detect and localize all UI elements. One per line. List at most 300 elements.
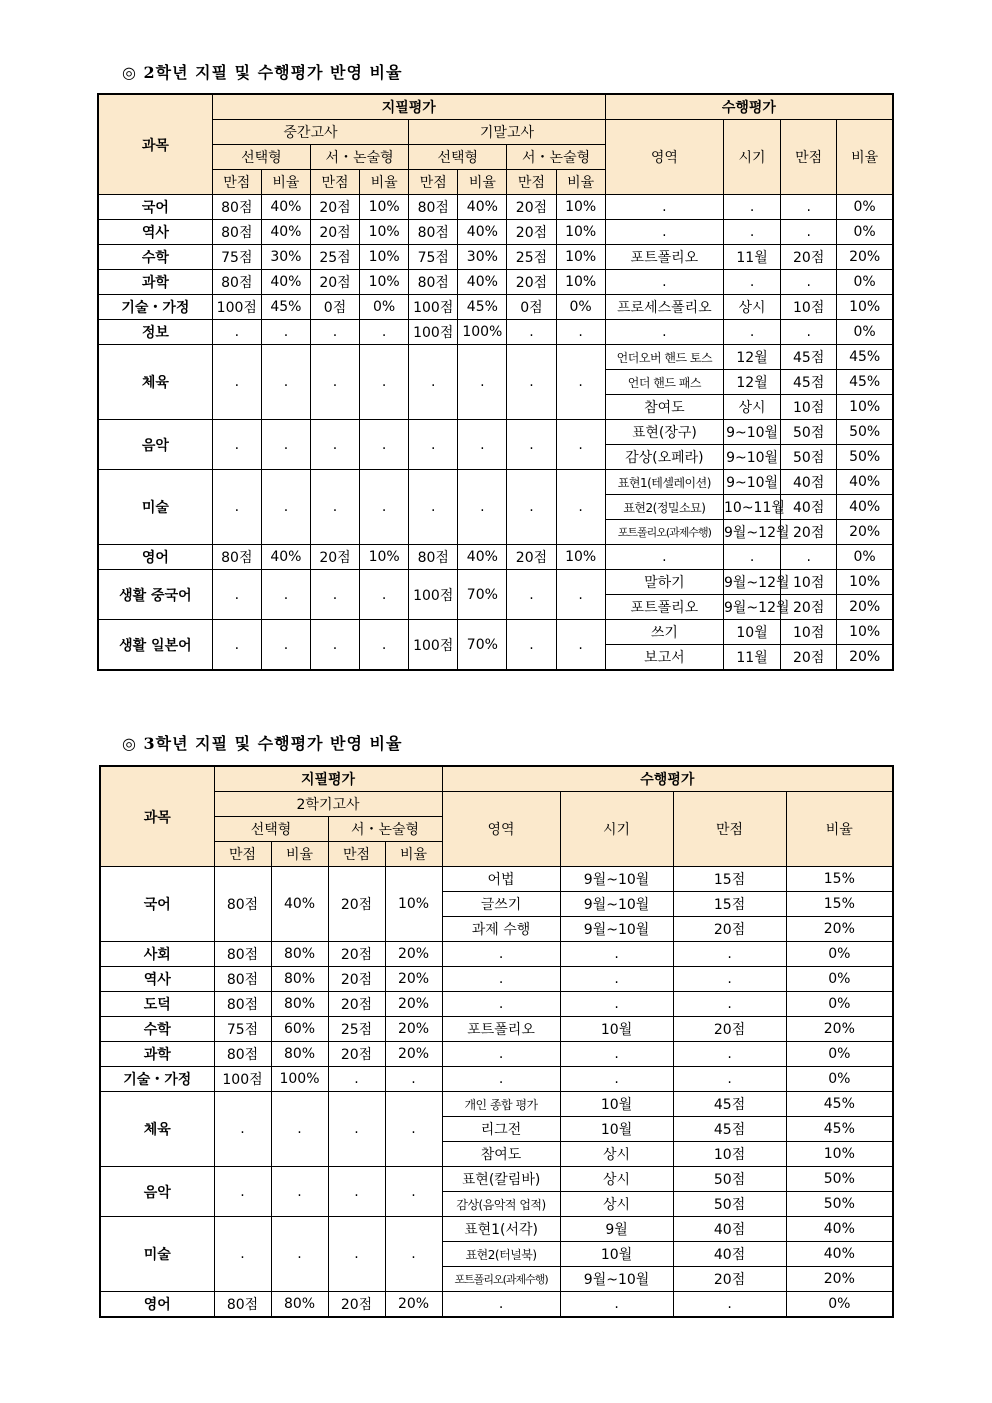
written-score-cell: 0점 (310, 295, 359, 320)
perf-full-score-cell: 50점 (781, 445, 837, 470)
perf-ratio-cell: 0% (786, 967, 893, 992)
perf-full-score-cell: 40점 (673, 1217, 786, 1242)
written-score-cell: 20점 (310, 270, 359, 295)
written-score-cell: 20점 (328, 992, 385, 1017)
perf-area-cell: 글쓰기 (442, 892, 560, 917)
perf-ratio-cell: 10% (837, 395, 893, 420)
written-score-cell: 60% (271, 1017, 328, 1042)
subject-cell: 역사 (100, 967, 214, 992)
subject-cell: 국어 (100, 867, 214, 942)
perf-ratio-cell: 40% (786, 1217, 893, 1242)
written-score-cell: 75점 (212, 245, 261, 270)
written-score-cell: 40% (458, 220, 507, 245)
perf-time-cell: 10월 (724, 620, 781, 645)
written-score-cell: 75점 (409, 245, 458, 270)
written-score-cell: 20점 (328, 867, 385, 942)
perf-area-cell: 포트폴리오(과제수행) (605, 520, 723, 545)
perf-area-cell: 참여도 (442, 1142, 560, 1167)
written-score-cell: 20점 (328, 967, 385, 992)
header-full-score: 만점 (214, 842, 271, 867)
written-score-cell: 20점 (328, 942, 385, 967)
grade2-section-title: ◎ 2학년 지필 및 수행평가 반영 비율 (122, 63, 403, 82)
table-row (100, 1017, 893, 1042)
perf-time-cell: 9월~12월 (724, 520, 781, 545)
perf-ratio-cell: 50% (837, 445, 893, 470)
perf-ratio-cell: 0% (837, 320, 893, 345)
table-row (100, 1092, 893, 1117)
written-score-cell: . (556, 420, 605, 470)
header-full-score: 만점 (673, 792, 786, 867)
perf-full-score-cell: 10점 (781, 295, 837, 320)
header-semester-exam: 2학기고사 (214, 792, 442, 817)
written-score-cell: . (310, 620, 359, 671)
perf-full-score-cell: 45점 (781, 345, 837, 370)
table-row (98, 220, 893, 245)
table-row (98, 195, 893, 220)
perf-time-cell: 10월 (560, 1092, 673, 1117)
perf-time-cell: . (560, 1292, 673, 1318)
written-score-cell: 40% (458, 545, 507, 570)
written-score-cell: . (310, 420, 359, 470)
perf-full-score-cell: 50점 (673, 1167, 786, 1192)
perf-area-cell: 표현2(터널북) (442, 1242, 560, 1267)
written-score-cell: . (310, 345, 359, 420)
perf-ratio-cell: 20% (837, 645, 893, 671)
written-score-cell: . (328, 1217, 385, 1292)
perf-full-score-cell: 40점 (673, 1242, 786, 1267)
header-written-exam: 지필평가 (212, 94, 605, 120)
written-score-cell: 30% (261, 245, 310, 270)
written-score-cell: 0% (556, 295, 605, 320)
written-score-cell: . (310, 320, 359, 345)
header-subject: 과목 (100, 766, 214, 867)
perf-time-cell: 9월~10월 (560, 892, 673, 917)
written-score-cell: 45% (458, 295, 507, 320)
written-score-cell: . (360, 420, 409, 470)
perf-area-cell: 포트폴리오(과제수행) (442, 1267, 560, 1292)
written-score-cell: 10% (556, 545, 605, 570)
perf-full-score-cell: 20점 (781, 520, 837, 545)
table-row (98, 245, 893, 270)
header-full-score: 만점 (409, 170, 458, 195)
perf-area-cell: 감상(오페라) (605, 445, 723, 470)
subject-cell: 수학 (100, 1017, 214, 1042)
header-ratio: 비율 (458, 170, 507, 195)
perf-area-cell: . (605, 545, 723, 570)
perf-full-score-cell: . (781, 320, 837, 345)
perf-ratio-cell: 0% (786, 1292, 893, 1318)
perf-ratio-cell: 10% (837, 620, 893, 645)
perf-area-cell: 감상(음악적 업적) (442, 1192, 560, 1217)
subject-cell: 생활 일본어 (98, 620, 212, 671)
written-score-cell: . (507, 620, 556, 671)
written-score-cell: 80점 (409, 270, 458, 295)
header-full-score: 만점 (212, 170, 261, 195)
written-score-cell: . (212, 570, 261, 620)
written-score-cell: . (310, 570, 359, 620)
perf-time-cell: . (560, 967, 673, 992)
written-score-cell: . (271, 1217, 328, 1292)
written-score-cell: . (409, 470, 458, 545)
table-row (100, 942, 893, 967)
perf-ratio-cell: 0% (837, 195, 893, 220)
perf-area-cell: 표현(칼림바) (442, 1167, 560, 1192)
header-essay: 서・논술형 (507, 145, 605, 170)
written-score-cell: 100점 (214, 1067, 271, 1092)
perf-full-score-cell: 45점 (673, 1117, 786, 1142)
perf-full-score-cell: 20점 (673, 1017, 786, 1042)
written-score-cell: . (556, 345, 605, 420)
header-ratio: 비율 (837, 120, 893, 195)
subject-cell: 정보 (98, 320, 212, 345)
perf-time-cell: . (724, 270, 781, 295)
grade3-section-title: ◎ 3학년 지필 및 수행평가 반영 비율 (122, 734, 403, 753)
written-score-cell: . (212, 470, 261, 545)
written-score-cell: 70% (458, 570, 507, 620)
written-score-cell: . (214, 1217, 271, 1292)
written-score-cell: 100점 (409, 295, 458, 320)
table-row (100, 1217, 893, 1242)
perf-ratio-cell: 20% (786, 1017, 893, 1042)
table-row (98, 470, 893, 495)
header-full-score: 만점 (781, 120, 837, 195)
subject-cell: 수학 (98, 245, 212, 270)
header-choice: 선택형 (409, 145, 507, 170)
written-score-cell: . (385, 1067, 442, 1092)
written-score-cell: . (212, 620, 261, 671)
perf-ratio-cell: 20% (786, 917, 893, 942)
written-score-cell: 20점 (507, 270, 556, 295)
written-score-cell: 45% (261, 295, 310, 320)
written-score-cell: . (385, 1092, 442, 1167)
perf-area-cell: 쓰기 (605, 620, 723, 645)
perf-time-cell: 상시 (560, 1142, 673, 1167)
written-score-cell: . (360, 470, 409, 545)
perf-area-cell: 표현(장구) (605, 420, 723, 445)
written-score-cell: 20점 (310, 545, 359, 570)
perf-area-cell: . (605, 195, 723, 220)
subject-cell: 과학 (98, 270, 212, 295)
perf-full-score-cell: 10점 (781, 395, 837, 420)
perf-time-cell: 11월 (724, 245, 781, 270)
written-score-cell: 80점 (214, 992, 271, 1017)
perf-time-cell: 10월 (560, 1242, 673, 1267)
perf-time-cell: 11월 (724, 645, 781, 671)
grade3-assessment-table (99, 765, 894, 1318)
written-score-cell: . (261, 620, 310, 671)
written-score-cell: . (271, 1092, 328, 1167)
perf-full-score-cell: 40점 (781, 495, 837, 520)
subject-cell: 역사 (98, 220, 212, 245)
written-score-cell: 80% (271, 942, 328, 967)
written-score-cell: 70% (458, 620, 507, 671)
written-score-cell: 80점 (212, 195, 261, 220)
perf-area-cell: . (442, 942, 560, 967)
written-score-cell: 0% (360, 295, 409, 320)
perf-area-cell: . (442, 1292, 560, 1318)
header-full-score: 만점 (507, 170, 556, 195)
written-score-cell: 20점 (507, 545, 556, 570)
subject-cell: 기술・가정 (98, 295, 212, 320)
perf-area-cell: 어법 (442, 867, 560, 892)
perf-area-cell: . (442, 967, 560, 992)
perf-area-cell: 표현2(정밀소묘) (605, 495, 723, 520)
table-row (100, 867, 893, 892)
written-score-cell: 80점 (409, 545, 458, 570)
perf-full-score-cell: . (781, 270, 837, 295)
written-score-cell: . (507, 420, 556, 470)
header-choice: 선택형 (212, 145, 310, 170)
perf-ratio-cell: 50% (837, 420, 893, 445)
written-score-cell: . (360, 345, 409, 420)
perf-area-cell: 포트폴리오 (605, 595, 723, 620)
perf-ratio-cell: 15% (786, 892, 893, 917)
perf-time-cell: . (560, 1042, 673, 1067)
written-score-cell: . (261, 570, 310, 620)
written-score-cell: 20% (385, 1017, 442, 1042)
perf-area-cell: 참여도 (605, 395, 723, 420)
subject-cell: 미술 (98, 470, 212, 545)
written-score-cell: 80점 (214, 1042, 271, 1067)
written-score-cell: . (507, 320, 556, 345)
perf-time-cell: 12월 (724, 370, 781, 395)
perf-full-score-cell: . (673, 992, 786, 1017)
perf-time-cell: 9월~10월 (560, 867, 673, 892)
written-score-cell: 10% (360, 270, 409, 295)
subject-cell: 영어 (100, 1292, 214, 1318)
written-score-cell: . (556, 320, 605, 345)
written-score-cell: 10% (556, 270, 605, 295)
written-score-cell: . (271, 1167, 328, 1217)
perf-area-cell: 언더오버 핸드 토스 (605, 345, 723, 370)
perf-area-cell: 포트폴리오 (605, 245, 723, 270)
written-score-cell: 10% (360, 220, 409, 245)
written-score-cell: 80% (271, 1042, 328, 1067)
perf-ratio-cell: 0% (786, 1067, 893, 1092)
perf-time-cell: 10~11월 (724, 495, 781, 520)
header-ratio: 비율 (271, 842, 328, 867)
table-row (98, 295, 893, 320)
written-score-cell: 80점 (214, 942, 271, 967)
subject-cell: 영어 (98, 545, 212, 570)
header-written-exam: 지필평가 (214, 766, 442, 792)
table-row (100, 1042, 893, 1067)
perf-time-cell: . (724, 220, 781, 245)
table-row (100, 1067, 893, 1092)
written-score-cell: 10% (360, 195, 409, 220)
written-score-cell: 20점 (328, 1292, 385, 1318)
written-score-cell: . (214, 1092, 271, 1167)
written-score-cell: 30% (458, 245, 507, 270)
perf-ratio-cell: 50% (786, 1192, 893, 1217)
perf-time-cell: 9월 (560, 1217, 673, 1242)
perf-area-cell: 보고서 (605, 645, 723, 671)
written-score-cell: . (212, 420, 261, 470)
written-score-cell: 80점 (212, 270, 261, 295)
table-row (100, 967, 893, 992)
perf-ratio-cell: 10% (837, 295, 893, 320)
written-score-cell: . (507, 470, 556, 545)
perf-ratio-cell: 0% (786, 992, 893, 1017)
header-ratio: 비율 (556, 170, 605, 195)
perf-time-cell: 9월~10월 (560, 1267, 673, 1292)
perf-time-cell: 9~10월 (724, 445, 781, 470)
perf-full-score-cell: 15점 (673, 892, 786, 917)
perf-ratio-cell: 20% (837, 520, 893, 545)
written-score-cell: . (360, 570, 409, 620)
written-score-cell: . (458, 470, 507, 545)
perf-ratio-cell: 45% (786, 1117, 893, 1142)
perf-ratio-cell: 0% (786, 1042, 893, 1067)
perf-time-cell: . (560, 992, 673, 1017)
perf-ratio-cell: 0% (837, 220, 893, 245)
perf-area-cell: 과제 수행 (442, 917, 560, 942)
written-score-cell: 25점 (310, 245, 359, 270)
written-score-cell: . (458, 345, 507, 420)
perf-time-cell: 상시 (724, 395, 781, 420)
written-score-cell: 10% (385, 867, 442, 942)
written-score-cell: 100점 (409, 620, 458, 671)
subject-cell: 과학 (100, 1042, 214, 1067)
written-score-cell: 20점 (328, 1042, 385, 1067)
written-score-cell: 20점 (310, 195, 359, 220)
perf-ratio-cell: 45% (786, 1092, 893, 1117)
perf-full-score-cell: . (673, 967, 786, 992)
written-score-cell: . (385, 1217, 442, 1292)
table-row (100, 1292, 893, 1318)
perf-full-score-cell: 50점 (673, 1192, 786, 1217)
written-score-cell: . (212, 320, 261, 345)
written-score-cell: 10% (556, 245, 605, 270)
subject-cell: 사회 (100, 942, 214, 967)
perf-area-cell: 표현1(테셀레이션) (605, 470, 723, 495)
perf-full-score-cell: . (673, 1067, 786, 1092)
written-score-cell: . (556, 570, 605, 620)
table-row (98, 545, 893, 570)
header-performance: 수행평가 (442, 766, 893, 792)
header-ratio: 비율 (786, 792, 893, 867)
written-score-cell: 20% (385, 1042, 442, 1067)
perf-area-cell: . (605, 270, 723, 295)
header-performance: 수행평가 (605, 94, 893, 120)
written-score-cell: . (507, 345, 556, 420)
written-score-cell: . (360, 620, 409, 671)
perf-area-cell: . (442, 992, 560, 1017)
written-score-cell: 100% (458, 320, 507, 345)
perf-ratio-cell: 15% (786, 867, 893, 892)
perf-time-cell: 12월 (724, 345, 781, 370)
table-row (98, 320, 893, 345)
perf-full-score-cell: 45점 (673, 1092, 786, 1117)
header-ratio: 비율 (385, 842, 442, 867)
written-score-cell: . (385, 1167, 442, 1217)
written-score-cell: . (261, 420, 310, 470)
header-ratio: 비율 (360, 170, 409, 195)
written-score-cell: . (212, 345, 261, 420)
written-score-cell: . (214, 1167, 271, 1217)
table-row (100, 992, 893, 1017)
perf-time-cell: . (560, 1067, 673, 1092)
written-score-cell: . (328, 1067, 385, 1092)
written-score-cell: 20점 (310, 220, 359, 245)
written-score-cell: 80점 (212, 220, 261, 245)
written-score-cell: 75점 (214, 1017, 271, 1042)
perf-area-cell: 말하기 (605, 570, 723, 595)
written-score-cell: 40% (261, 545, 310, 570)
perf-time-cell: 9월~12월 (724, 570, 781, 595)
header-time: 시기 (560, 792, 673, 867)
written-score-cell: 20% (385, 942, 442, 967)
header-subject: 과목 (98, 94, 212, 195)
perf-ratio-cell: 0% (837, 545, 893, 570)
perf-area-cell: 리그전 (442, 1117, 560, 1142)
perf-area-cell: . (442, 1067, 560, 1092)
perf-ratio-cell: 0% (837, 270, 893, 295)
perf-full-score-cell: . (781, 545, 837, 570)
perf-time-cell: 9~10월 (724, 470, 781, 495)
perf-ratio-cell: 20% (837, 245, 893, 270)
written-score-cell: 80점 (214, 1292, 271, 1318)
table-row (98, 420, 893, 445)
written-score-cell: . (556, 620, 605, 671)
written-score-cell: 20% (385, 1292, 442, 1318)
perf-full-score-cell: . (673, 1042, 786, 1067)
subject-cell: 기술・가정 (100, 1067, 214, 1092)
perf-area-cell: 개인 종합 평가 (442, 1092, 560, 1117)
subject-cell: 체육 (98, 345, 212, 420)
written-score-cell: 80점 (212, 545, 261, 570)
perf-area-cell: 언더 핸드 패스 (605, 370, 723, 395)
written-score-cell: . (261, 345, 310, 420)
perf-full-score-cell: 20점 (673, 917, 786, 942)
header-choice: 선택형 (214, 817, 328, 842)
perf-time-cell: 9월~10월 (560, 917, 673, 942)
perf-full-score-cell: 20점 (781, 245, 837, 270)
header-full-score: 만점 (328, 842, 385, 867)
perf-time-cell: 상시 (560, 1192, 673, 1217)
grade2-assessment-table (97, 93, 894, 671)
perf-ratio-cell: 45% (837, 345, 893, 370)
written-score-cell: 100점 (212, 295, 261, 320)
written-score-cell: . (328, 1167, 385, 1217)
written-score-cell: 80% (271, 967, 328, 992)
written-score-cell: . (328, 1092, 385, 1167)
written-score-cell: . (261, 470, 310, 545)
written-score-cell: . (310, 470, 359, 545)
written-score-cell: 80점 (214, 967, 271, 992)
written-score-cell: 80점 (214, 867, 271, 942)
table-row (98, 620, 893, 645)
header-midterm: 중간고사 (212, 120, 408, 145)
perf-area-cell: 포트폴리오 (442, 1017, 560, 1042)
table-row (98, 570, 893, 595)
subject-cell: 국어 (98, 195, 212, 220)
table-row (98, 345, 893, 370)
written-score-cell: 80점 (409, 195, 458, 220)
perf-time-cell: 10월 (560, 1017, 673, 1042)
perf-area-cell: . (442, 1042, 560, 1067)
table-row (98, 270, 893, 295)
header-final: 기말고사 (409, 120, 606, 145)
written-score-cell: 10% (556, 195, 605, 220)
written-score-cell: 10% (360, 245, 409, 270)
perf-time-cell: . (724, 195, 781, 220)
perf-full-score-cell: 15점 (673, 867, 786, 892)
written-score-cell: 20점 (507, 195, 556, 220)
perf-ratio-cell: 20% (837, 595, 893, 620)
perf-full-score-cell: 45점 (781, 370, 837, 395)
written-score-cell: 100% (271, 1067, 328, 1092)
